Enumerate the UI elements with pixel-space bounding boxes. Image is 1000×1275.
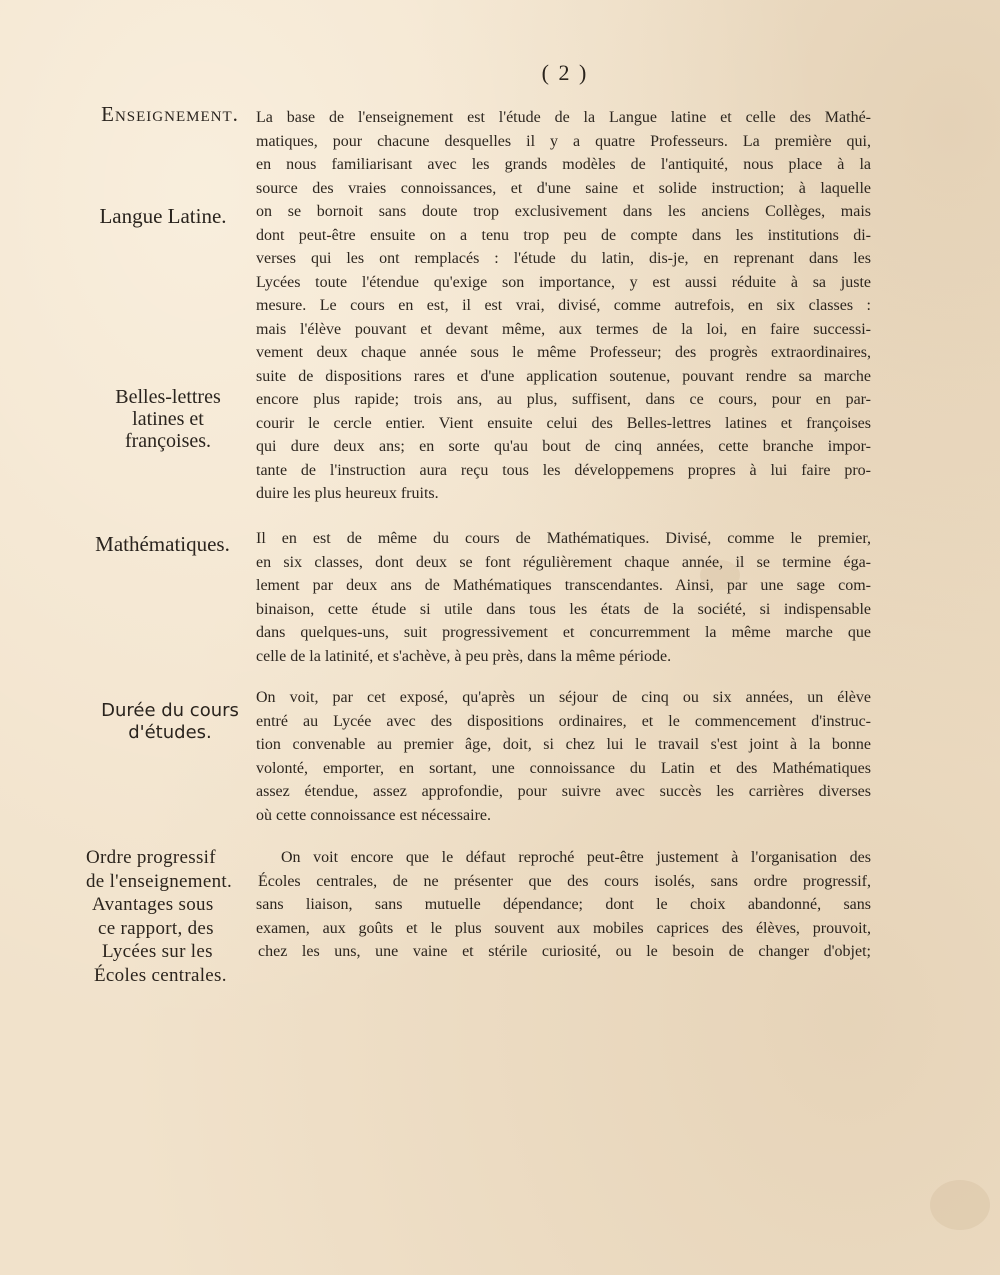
text-line: mais l'élève pouvant et devant même, aux termes de la loi, en faire successi- xyxy=(256,320,871,338)
text-line: tante de l'instruction aura reçu tous les développemens propres à lui faire pro- xyxy=(256,461,871,479)
margin-note-line: ce rapport, des xyxy=(98,917,214,939)
order-row xyxy=(86,917,886,941)
text-line: en six classes, dont deux se font régulièrement chaque année, il se termine éga- xyxy=(256,553,871,571)
text-line: où cette connoissance est nécessaire. xyxy=(256,806,492,824)
text-line: On voit, par cet exposé, qu'après un séjour de cinq ou six années, un élève xyxy=(256,689,871,706)
text-line: verses qui les ont remplacés : l'étude du latin, dis-je, en reprenant dans les xyxy=(256,250,871,267)
margin-note-duree: Durée du cours d'études. xyxy=(101,700,239,743)
text-line: tion convenable au premier âge, doit, si chez lui le travail s'est joint à la bonne xyxy=(256,736,871,753)
text-line: vement deux chaque année sous le même Professeur; des progrès extraordinaires, xyxy=(256,344,871,361)
page-number: ( 2 ) xyxy=(541,60,589,85)
text-line: Lycées toute l'étendue qu'exige son importance, y est aussi réduite à sa juste xyxy=(256,273,871,291)
margin-note-line: Ordre progressif xyxy=(86,847,216,868)
margin-note-belles-lettres: Belles-lettres latines et françoises. xyxy=(115,386,221,452)
text-line: examen, aux goûts et le plus souvent aux mobiles caprices des élèves, prouvoit, xyxy=(256,919,871,937)
text-line: dans quelques-uns, suit progressivement et concurremment la même marche que xyxy=(256,624,871,641)
text-line: La base de l'enseignement est l'étude de la Langue latine et celle des Mathé- xyxy=(256,109,871,126)
text-line: On voit encore que le défaut reproché peut-être justement à l'organisation des xyxy=(281,849,871,866)
text-line: matiques, pour chacune desquelles il y a quatre Professeurs. La première qui, xyxy=(256,132,871,150)
text-line: assez étendue, assez approfondie, pour suivre avec succès les carrières diverses xyxy=(256,783,871,800)
text-line: qui dure deux ans; en sorte qu'au bout de cinq années, cette branche impor- xyxy=(256,438,871,455)
text-line: binaison, cette étude si utile dans tous les états de la société, si indispensable xyxy=(256,600,871,618)
text-line: on se bornoit sans doute trop exclusivement dans les anciens Collèges, mais xyxy=(256,203,871,220)
margin-note-line: Écoles centrales. xyxy=(94,964,227,986)
text-line: duire les plus heureux fruits. xyxy=(256,485,439,502)
text-line: courir le cercle entier. Vient ensuite celui des Belles-lettres latines et françoises xyxy=(256,414,871,432)
paragraph-mathematiques xyxy=(256,527,871,668)
text-line: Il en est de même du cours de Mathématiques. Divisé, comme le premier, xyxy=(256,530,871,547)
order-row xyxy=(86,870,886,894)
margin-note-enseignement: Enseignement. xyxy=(101,102,239,126)
text-line: suite de dispositions rares et d'une application soutenue, pouvant rendre sa marche xyxy=(256,367,871,385)
order-row xyxy=(86,940,886,964)
order-row xyxy=(86,893,886,917)
paper-stain xyxy=(930,1180,990,1230)
text-line: mesure. Le cours en est, il est vrai, divisé, comme autrefois, en six classes : xyxy=(256,297,871,314)
text-line: en nous familiarisant avec les grands modèles de l'antiquité, nous place à la xyxy=(256,156,871,173)
text-line: source des vraies connoissances, et d'une saine et solide instruction; à laquelle xyxy=(256,179,871,197)
order-row xyxy=(86,846,886,870)
margin-note-line: Avantages sous xyxy=(92,894,214,915)
paragraph-duree xyxy=(256,686,871,827)
margin-note-line: Lycées sur les xyxy=(102,941,213,962)
paragraph-enseignement xyxy=(256,106,871,506)
order-row xyxy=(86,964,886,988)
text-line: volonté, emporter, en sortant, une connoissance du Latin et des Mathématiques xyxy=(256,759,871,777)
margin-note-line: de l'enseignement. xyxy=(86,870,232,892)
margin-note-langue-latine: Langue Latine. xyxy=(99,204,227,228)
text-line: Écoles centrales, de ne présenter que des cours isolés, sans ordre progressif, xyxy=(258,872,871,890)
margin-note-mathematiques: Mathématiques. xyxy=(95,532,230,556)
text-line: sans liaison, sans mutuelle dépendance; dont le choix abandonné, sans xyxy=(256,896,871,913)
text-line: chez les uns, une vaine et stérile curiosité, ou le besoin de changer d'objet; xyxy=(258,943,871,960)
text-line: entré au Lycée avec des dispositions ordinaires, et le commencement d'instruc- xyxy=(256,712,871,730)
section-ordre-progressif xyxy=(86,846,886,987)
text-line: celle de la latinité, et s'achève, à peu près, dans la même période. xyxy=(256,647,672,665)
text-line: encore plus rapide; trois ans, au plus, suffisent, dans ce cours, pour en par- xyxy=(256,391,871,408)
text-line: dont peut-être ensuite on a tenu trop peu de compte dans les institutions di- xyxy=(256,226,871,244)
text-line: lement par deux ans de Mathématiques transcendantes. Ainsi, par une sage com- xyxy=(256,577,871,594)
